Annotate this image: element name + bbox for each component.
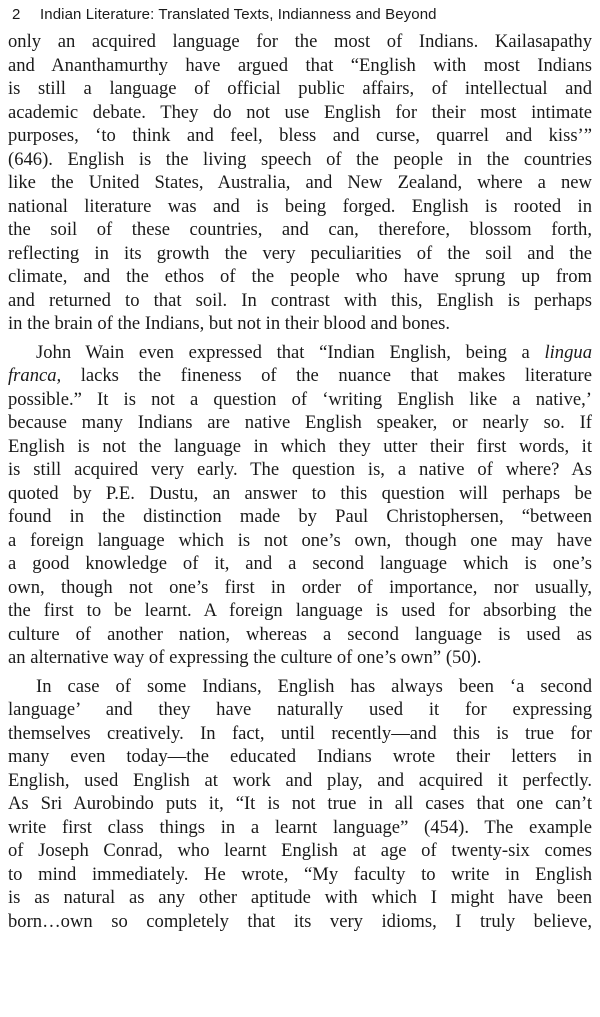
text-line: reflecting in its growth the very peculiarities of the soil and the	[8, 242, 592, 264]
text-line: and returned to that soil. In contrast with this, English is perhaps	[8, 289, 592, 311]
text-line: is still acquired very early. The question is, a native of where? As	[8, 459, 592, 480]
text-line: (646). English is the living speech of the people in the countries	[8, 148, 592, 170]
italic-term: franca,	[8, 365, 62, 386]
text-line	[8, 364, 592, 388]
text-line: purposes, ‘to think and feel, bless and curse, quarrel and kiss’”	[8, 125, 592, 146]
text-line: is still a language of official public affairs, of intellectual and	[8, 78, 592, 99]
text-line: English is not the language in which they utter their first words, it	[8, 435, 592, 457]
text-line: found in the distinction made by Paul Christophersen, “between	[8, 506, 592, 527]
text-line: the first to be learnt. A foreign language is used for absorbing the	[8, 600, 592, 621]
paragraph-2	[8, 341, 592, 670]
text-line: a foreign language which is not one’s own, though one may have	[8, 529, 592, 551]
text-run: John Wain even expressed that “Indian English, being a	[36, 341, 545, 363]
text-line: own, though not one’s first in order of importance, nor usually,	[8, 576, 592, 598]
text-line: to mind immediately. He wrote, “My faculty to write in English	[8, 863, 592, 885]
text-line: themselves creatively. In fact, until recently—and this is true for	[8, 722, 592, 744]
text-line: like the United States, Australia, and New Zealand, where a new	[8, 172, 592, 193]
body-text	[8, 30, 592, 933]
text-line: language’ and they have naturally used it for expressing	[8, 699, 592, 720]
page-number: 2	[12, 6, 21, 23]
book-page	[8, 4, 592, 933]
text-line: is as natural as any other aptitude with which I might have been	[8, 887, 592, 908]
text-line: In case of some Indians, English has always been ‘a second	[36, 675, 592, 697]
text-line: English, used English at work and play, and acquired it perfectly.	[8, 769, 592, 791]
text-line: a good knowledge of it, and a second language which is one’s	[8, 553, 592, 574]
text-line: of Joseph Conrad, who learnt English at age of twenty-six comes	[8, 840, 592, 861]
text-line	[8, 341, 592, 365]
text-line: culture of another nation, whereas a second language is used as	[8, 623, 592, 645]
running-header	[8, 4, 592, 30]
text-line: possible.” It is not a question of ‘writing English like a native,’	[8, 388, 592, 410]
paragraph-1	[8, 30, 592, 336]
paragraph-3	[8, 675, 592, 934]
text-line: the soil of these countries, and can, therefore, blossom forth,	[8, 219, 592, 240]
text-line: an alternative way of expressing the culture of one’s own” (50).	[8, 647, 482, 668]
text-line: because many Indians are native English speaker, or nearly so. If	[8, 412, 592, 433]
text-line: born…own so completely that its very idioms, I truly believe,	[8, 910, 592, 932]
running-title: Indian Literature: Translated Texts, Indianness and Beyond	[40, 6, 437, 23]
text-line: and Ananthamurthy have argued that “English with most Indians	[8, 54, 592, 76]
text-line: in the brain of the Indians, but not in their blood and bones.	[8, 313, 451, 334]
text-line: national literature was and is being forged. English is rooted in	[8, 195, 592, 217]
text-line: write first class things in a learnt language” (454). The example	[8, 816, 592, 838]
text-line: climate, and the ethos of the people who have sprung up from	[8, 266, 592, 287]
text-line: many even today—the educated Indians wrote their letters in	[8, 746, 592, 767]
text-line: As Sri Aurobindo puts it, “It is not true in all cases that one can’t	[8, 793, 592, 814]
italic-term: lingua	[544, 341, 592, 363]
text-run: lacks the fineness of the nuance that makes literature	[61, 365, 592, 386]
text-line: quoted by P.E. Dustu, an answer to this question will perhaps be	[8, 482, 592, 504]
text-line: only an acquired language for the most of Indians. Kailasapathy	[8, 31, 592, 52]
text-line: academic debate. They do not use English for their most intimate	[8, 101, 592, 123]
